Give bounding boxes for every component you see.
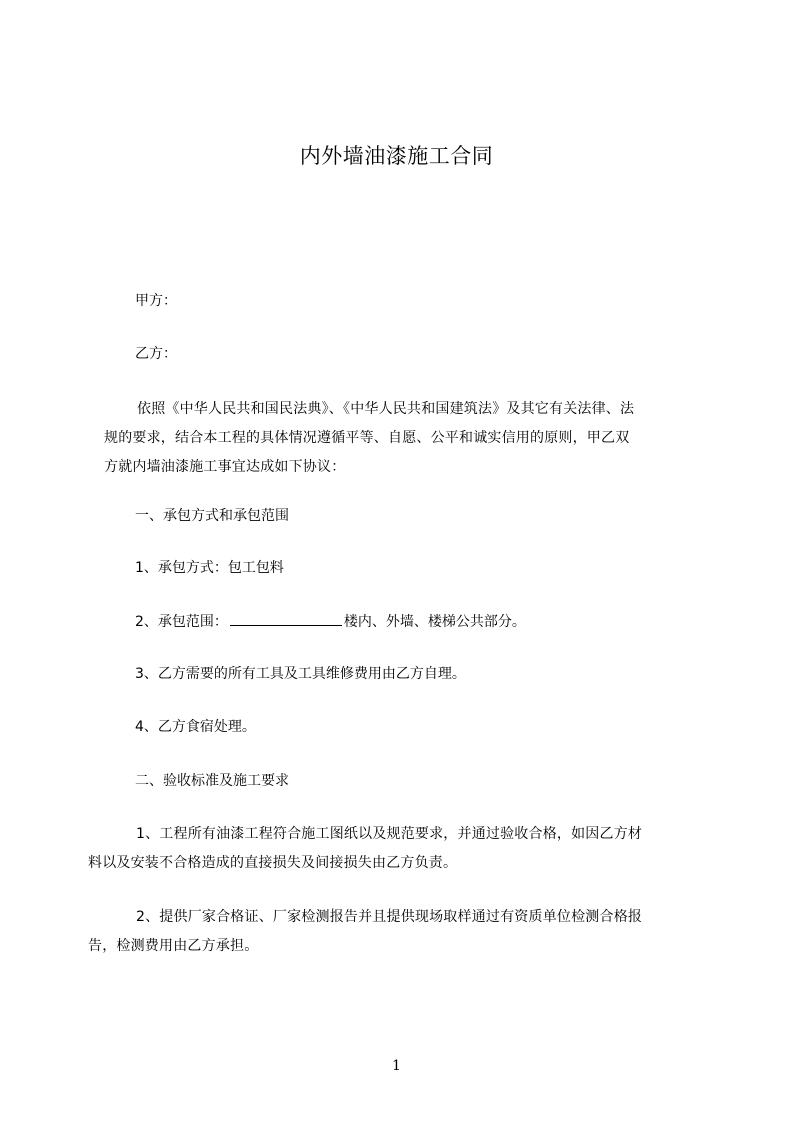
party-a-label: 甲方： [135,293,177,309]
intro-line-1: 依照《中华人民共和国民法典》、《中华人民共和国建筑法》及其它有关法律、法 [137,401,635,417]
intro-line-2: 规的要求，结合本工程的具体情况遵循平等、自愿、公平和诚实信用的原则，甲乙双 [104,430,630,446]
section2-item-2-line-2: 告，检测费用由乙方承担。 [88,938,259,954]
section1-item-2-prefix: 2、承包范围： [135,614,228,630]
section2-item-1 [88,820,710,878]
page-number: 1 [392,1058,401,1074]
section2-item-1-line-2: 料以及安装不合格造成的直接损失及间接损失由乙方负责。 [88,855,458,871]
scope-blank-line [230,611,342,626]
section2-heading: 二、验收标准及施工要求 [135,773,289,789]
section2-item-1-line-1: 1、工程所有油漆工程符合施工图纸以及规范要求，并通过验收合格，如因乙方材 [136,826,643,842]
section1-heading: 一、承包方式和承包范围 [135,508,289,524]
party-b-label: 乙方： [135,346,177,362]
section1-item-2-suffix: 楼内、外墙、楼梯公共部分。 [343,614,526,630]
intro-paragraph [88,395,710,482]
section1-item-3: 3、乙方需要的所有工具及工具维修费用由乙方自理。 [135,666,466,682]
intro-line-3: 方就内墙油漆施工事宜达成如下协议： [104,459,346,475]
section1-item-1: 1、承包方式：包工包料 [135,560,284,576]
section1-item-4: 4、乙方食宿处理。 [135,719,256,735]
section1-item-2 [135,611,526,632]
section2-item-2 [88,903,710,961]
document-title: 内外墙油漆施工合同 [299,144,494,168]
section2-item-2-line-1: 2、提供厂家合格证、厂家检测报告并且提供现场取样通过有资质单位检测合格报 [136,909,643,925]
